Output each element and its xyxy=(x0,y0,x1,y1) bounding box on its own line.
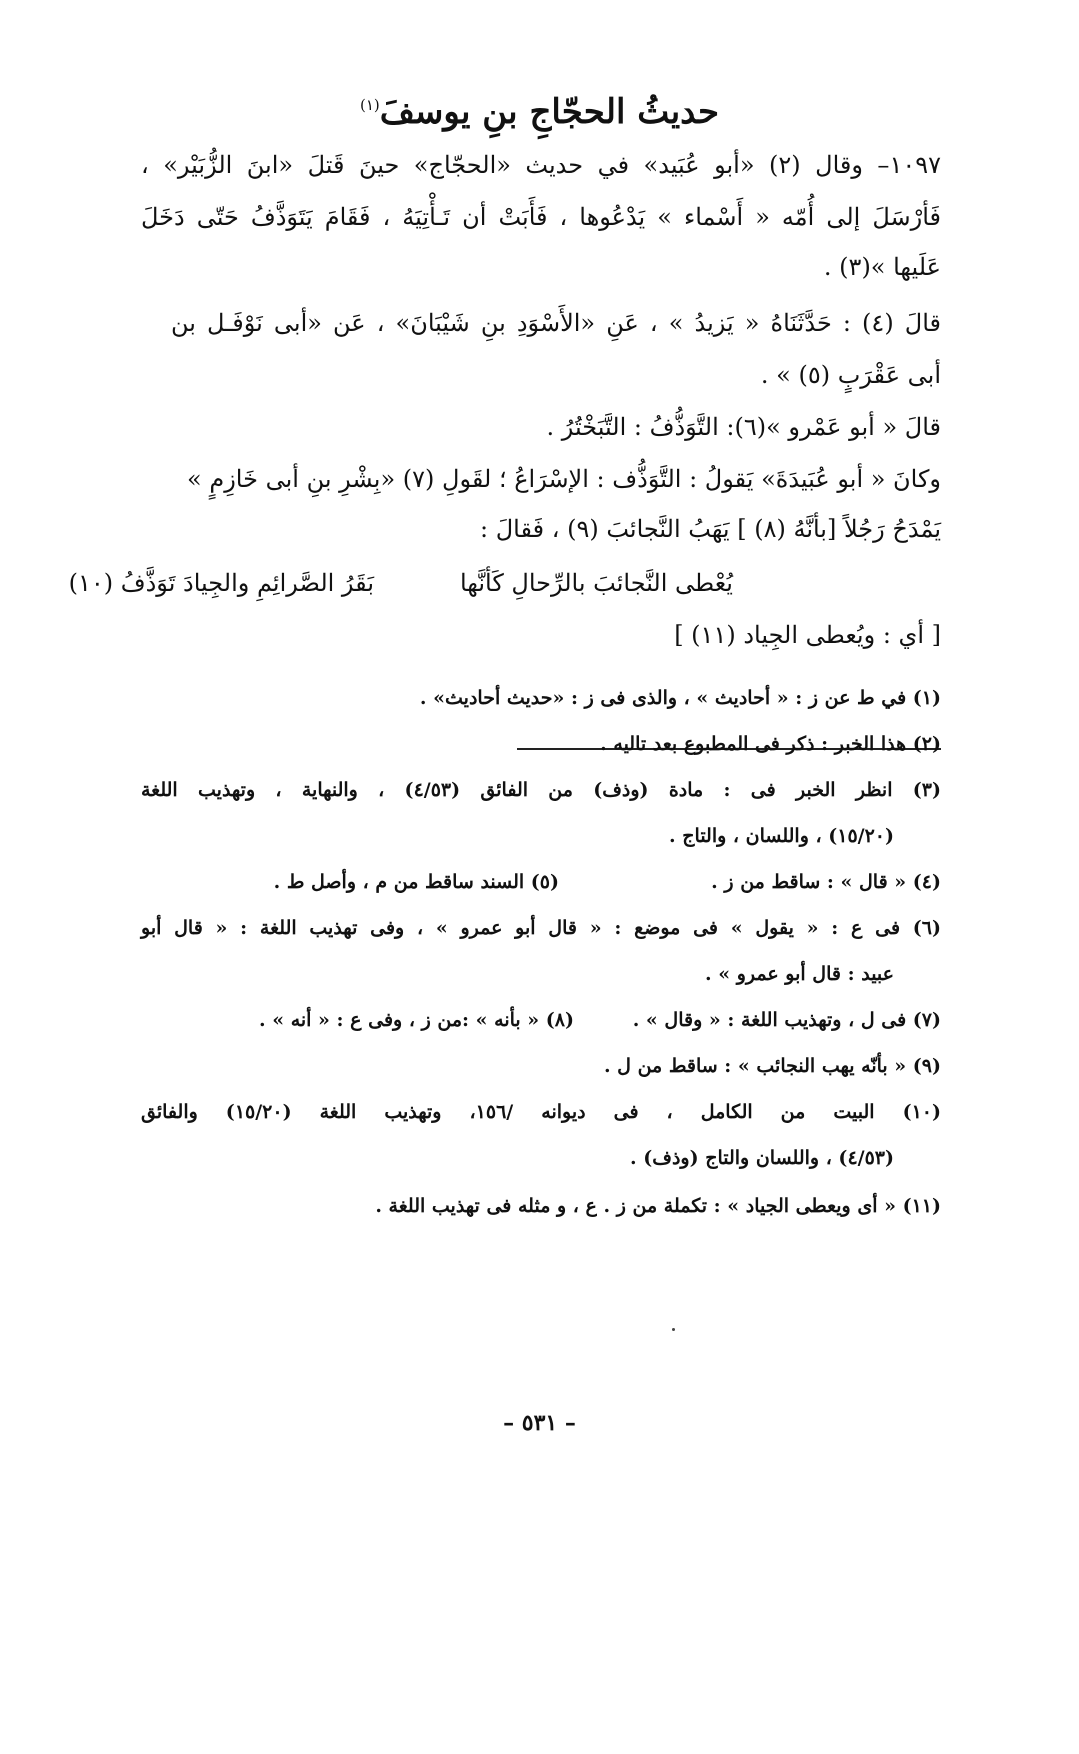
footnote: (٨) « بأنه » :من ز ، وفى ع : « أنه » . xyxy=(258,1009,574,1031)
footnote: (٦) فى ع : « يقول » فى موضع : « قال أبو عمرو » ، وفى تهذيب اللغة : « قال أبو xyxy=(141,917,941,939)
footnote: (٢) هذا الخبر : ذكر فى المطبوع بعد تاليه . xyxy=(600,733,941,755)
footnote: (٩) « بأنّه يهب النجائب » : ساقط من ل . xyxy=(603,1055,941,1077)
verse-second-hemistich: بَقَرُ الصَّرائِمِ والجِيادَ تَوَذَّفُ (١٠) xyxy=(68,569,374,597)
footnote: (١) في ط عن ز : « أحاديث » ، والذى فى ز : «حديث أحاديث» . xyxy=(419,687,941,709)
footnote-continuation: (٤/٥٣) ، واللسان والتاج (وذف) . xyxy=(630,1147,894,1169)
footnote: (٥) السند ساقط من م ، وأصل ط . xyxy=(273,871,559,893)
footnote-continuation: (١٥/٢٠) ، واللسان ، والتاج . xyxy=(669,825,894,847)
title-note-ref: (١) xyxy=(359,96,380,114)
body-line: فَأرْسَلَ إلى أُمّه « أَسْماء » يَدْعُوها ، فَأَبَتْ أن تَـأْتِيَهُ ، فَقَامَ يَتَوَذَّفُ حَتّى دَخَلَ xyxy=(141,203,941,231)
body-line: ١٠٩٧– وقال (٢) «أبو عُبَيد» في حديث «الحجّاج» حينَ قَتلَ «ابنَ الزُّبَيْر» ، xyxy=(141,151,941,179)
footnote-continuation: عبيد : قال أبو عمرو » . xyxy=(704,963,894,985)
scan-speck xyxy=(672,1328,675,1331)
body-line: قالَ (٤) : حَدَّثَنَاهُ « يَزيدُ » ، عَنِ «الأَسْوَدِ بنِ شَيْبَانَ» ، عَن «أبى نَوْفَـل بن xyxy=(171,309,941,337)
footnote: (٣) انظر الخبر فى : مادة (وذف) من الفائق (٤/٥٣) ، والنهاية ، وتهذيب اللغة xyxy=(141,779,941,801)
body-line: وكانَ « أبو عُبَيدَةَ» يَقولُ : التَّوَذُّف : الإسْرَاعُ ؛ لقَولِ (٧) «بِشْرِ بنِ أبى خَازِمٍ » xyxy=(187,465,941,493)
verse-first-hemistich: يُعْطى النَّجائبَ بالرِّحالِ كَأنَّها xyxy=(459,569,733,597)
footnote: (٧) فى ل ، وتهذيب اللغة : « وقال » . xyxy=(632,1009,941,1031)
footnote: (٤) « قال » : ساقط من ز . xyxy=(711,871,941,893)
footnote: (١١) « أى ويعطى الجياد » : تكملة من ز . ع ، و مثله فى تهذيب اللغة . xyxy=(375,1195,941,1217)
footnote: (١٠) البيت من الكامل ، فى ديوانه /١٥٦، وتهذيب اللغة (١٥/٢٠) والفائق xyxy=(141,1101,941,1123)
page-title xyxy=(0,92,1079,132)
body-line: يَمْدَحُ رَجُلاً [بأنَّهُ (٨) ] يَهَبُ النَّجائبَ (٩) ، فَقالَ : xyxy=(480,515,941,543)
title-text: حديثُ الحجّاجِ بنِ يوسفَ xyxy=(379,92,720,132)
body-line: [ أي : ويُعطى الجِياد (١١) ] xyxy=(674,621,941,649)
body-line: عَلَيها »(٣) . xyxy=(823,253,941,281)
body-line: قالَ « أبو عَمْرو »(٦): التَّوَذُّفُ : التَّبَخْتُرُ . xyxy=(546,413,941,441)
body-line: أبى عَقْرَبٍ (٥) » . xyxy=(760,361,941,389)
page-number: – ٥٣١ – xyxy=(503,1410,576,1436)
